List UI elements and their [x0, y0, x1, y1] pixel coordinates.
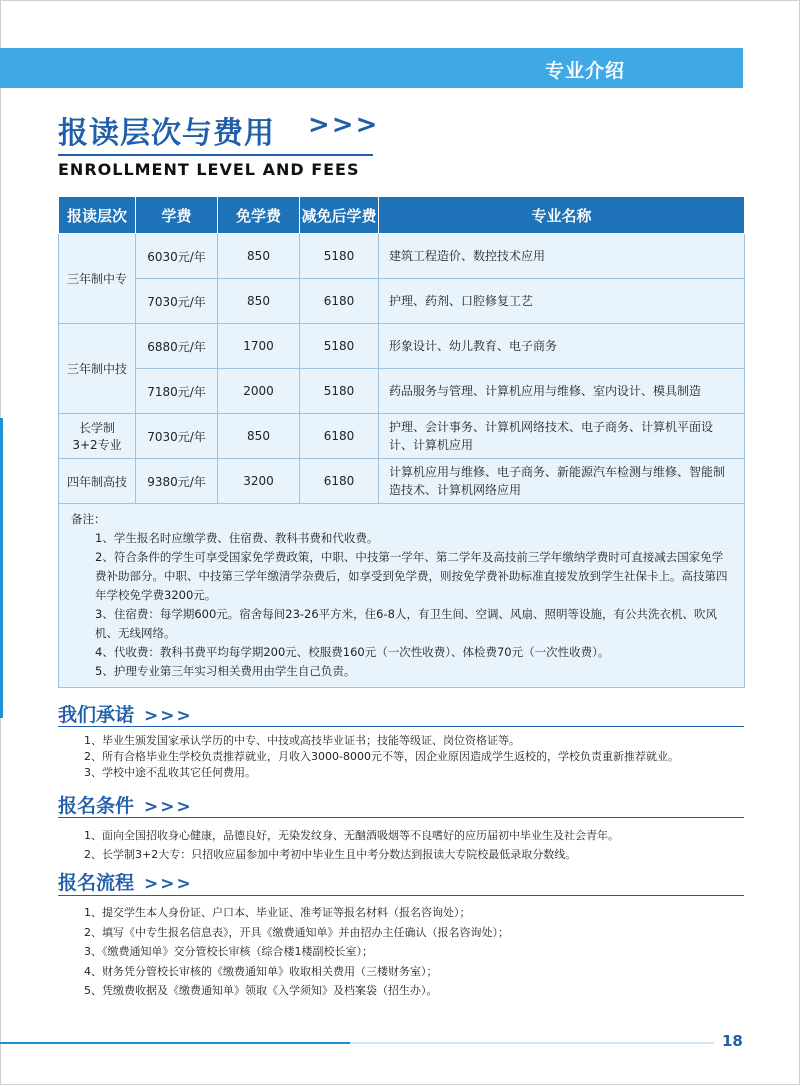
- left-accent-bar: [0, 418, 3, 718]
- title-arrows-icon: >>>: [308, 110, 380, 140]
- major-cell: 形象设计、幼儿教育、电子商务: [379, 324, 745, 369]
- table-row: [59, 369, 745, 414]
- promise-title-text: 我们承诺: [58, 704, 135, 726]
- conditions-list: [84, 826, 619, 864]
- after-cell: 6180: [300, 279, 379, 324]
- header-bar: [0, 48, 743, 88]
- table-row: [59, 459, 745, 504]
- list-item: 2、所有合格毕业生学校负责推荐就业，月收入3000-8000元不等，因企业原因造成学生返校的，学校负责重新推荐就业。: [84, 750, 679, 763]
- list-item: 5、凭缴费收据及《缴费通知单》领取《入学须知》及档案袋（招生办）。: [84, 984, 438, 997]
- promise-list: [84, 733, 679, 781]
- page-title-text: 报读层次与费用: [58, 116, 275, 151]
- conditions-title-text: 报名条件: [58, 795, 135, 817]
- level-cell: 三年制中技: [59, 324, 136, 414]
- note-item: 3、住宿费：每学期600元。宿舍每间23-26平方米，住6-8人，有卫生间、空调、风扇、照明等设施，有公共洗衣机、吹风机、无线网络。: [95, 607, 717, 640]
- after-cell: 6180: [300, 459, 379, 504]
- table-header-row: [59, 197, 745, 234]
- level-line: 3+2专业: [72, 438, 122, 452]
- after-cell: 5180: [300, 369, 379, 414]
- notes-cell: [59, 504, 745, 688]
- arrows-icon: >>>: [144, 706, 193, 726]
- list-item: 1、面向全国招收身心健康，品德良好，无染发纹身、无酗酒吸烟等不良嗜好的应历届初中毕业生及社会青年。: [84, 829, 619, 842]
- fee-cell: 9380元/年: [136, 459, 218, 504]
- process-list: [84, 903, 509, 1001]
- major-cell: 护理、药剂、口腔修复工艺: [379, 279, 745, 324]
- fee-cell: 7030元/年: [136, 414, 218, 459]
- section-divider: [58, 895, 744, 896]
- fee-cell: 7180元/年: [136, 369, 218, 414]
- notes-title: 备注：: [71, 512, 106, 526]
- free-cell: 2000: [218, 369, 300, 414]
- fee-cell: 7030元/年: [136, 279, 218, 324]
- arrows-icon: >>>: [144, 874, 193, 894]
- free-cell: 850: [218, 279, 300, 324]
- footer-line: [0, 1042, 714, 1044]
- after-cell: 6180: [300, 414, 379, 459]
- note-item: 5、护理专业第三年实习相关费用由学生自己负责。: [95, 664, 356, 678]
- level-line: 长学制: [78, 421, 115, 435]
- notes-row: [59, 504, 745, 688]
- col-header-free: 免学费: [218, 197, 300, 234]
- note-item: 1、学生报名时应缴学费、住宿费、教科书费和代收费。: [95, 531, 379, 545]
- free-cell: 1700: [218, 324, 300, 369]
- section-divider: [58, 817, 744, 818]
- major-cell: 计算机应用与维修、电子商务、新能源汽车检测与维修、智能制造技术、计算机网络应用: [379, 459, 745, 504]
- header-label: 专业介绍: [544, 60, 625, 82]
- page-title: [58, 108, 380, 152]
- after-cell: 5180: [300, 324, 379, 369]
- footer-line-accent: [0, 1042, 350, 1044]
- list-item: 4、财务凭分管校长审核的《缴费通知单》收取相关费用（三楼财务室）；: [84, 964, 438, 978]
- major-cell: 药品服务与管理、计算机应用与维修、室内设计、模具制造: [379, 369, 745, 414]
- promise-section-title: [58, 700, 193, 727]
- table-row: [59, 324, 745, 369]
- col-header-after: 减免后学费: [300, 197, 379, 234]
- list-item: 1、提交学生本人身份证、户口本、毕业证、准考证等报名材料（报名咨询处）；: [84, 906, 471, 919]
- free-cell: 3200: [218, 459, 300, 504]
- section-divider: [58, 726, 744, 727]
- level-cell: [59, 414, 136, 459]
- after-cell: 5180: [300, 234, 379, 279]
- list-item: 2、填写《中专生报名信息表》，开具《缴费通知单》并由招办主任确认（报名咨询处）；: [84, 925, 509, 939]
- fee-cell: 6030元/年: [136, 234, 218, 279]
- list-item: 3、学校中途不乱收其它任何费用。: [84, 766, 256, 779]
- arrows-icon: >>>: [144, 797, 193, 817]
- list-item: 3、《缴费通知单》交分管校长审核（综合楼1楼副校长室）；: [84, 945, 373, 958]
- table-row: [59, 279, 745, 324]
- level-cell: 三年制中专: [59, 234, 136, 324]
- major-cell: 建筑工程造价、数控技术应用: [379, 234, 745, 279]
- table-row: [59, 234, 745, 279]
- level-cell: 四年制高技: [59, 459, 136, 504]
- page-number: 18: [722, 1032, 743, 1050]
- title-underline: [58, 154, 373, 156]
- conditions-section-title: [58, 791, 193, 818]
- col-header-fee: 学费: [136, 197, 218, 234]
- major-cell: 护理、会计事务、计算机网络技术、电子商务、计算机平面设计、计算机应用: [379, 414, 745, 459]
- fees-table: [58, 196, 745, 688]
- free-cell: 850: [218, 234, 300, 279]
- col-header-level: 报读层次: [59, 197, 136, 234]
- note-item: 2、符合条件的学生可享受国家免学费政策，中职、中技第一学年、第二学年及高技前三学年缴纳学费时可直接减去国家免学费补助部分。中职、中技第三学年缴清学杂费后，如享受到免学费，则按免学费补助标准直接发放到学生社保卡上。高技第四年学校免学费3200元。: [95, 550, 728, 602]
- list-item: 2、长学制3+2大专：只招收应届参加中考初中毕业生且中考分数达到报读大专院校最低录取分数线。: [84, 848, 577, 861]
- list-item: 1、毕业生颁发国家承认学历的中专、中技或高技毕业证书；技能等级证、岗位资格证等。: [84, 734, 520, 747]
- page-subtitle: ENROLLMENT LEVEL AND FEES: [58, 160, 360, 179]
- table-row: [59, 414, 745, 459]
- fee-cell: 6880元/年: [136, 324, 218, 369]
- col-header-major: 专业名称: [379, 197, 745, 234]
- note-item: 4、代收费：教科书费平均每学期200元、校服费160元（一次性收费）、体检费70元（一次性收费）。: [95, 645, 610, 659]
- free-cell: 850: [218, 414, 300, 459]
- process-section-title: [58, 868, 193, 895]
- process-title-text: 报名流程: [58, 872, 135, 894]
